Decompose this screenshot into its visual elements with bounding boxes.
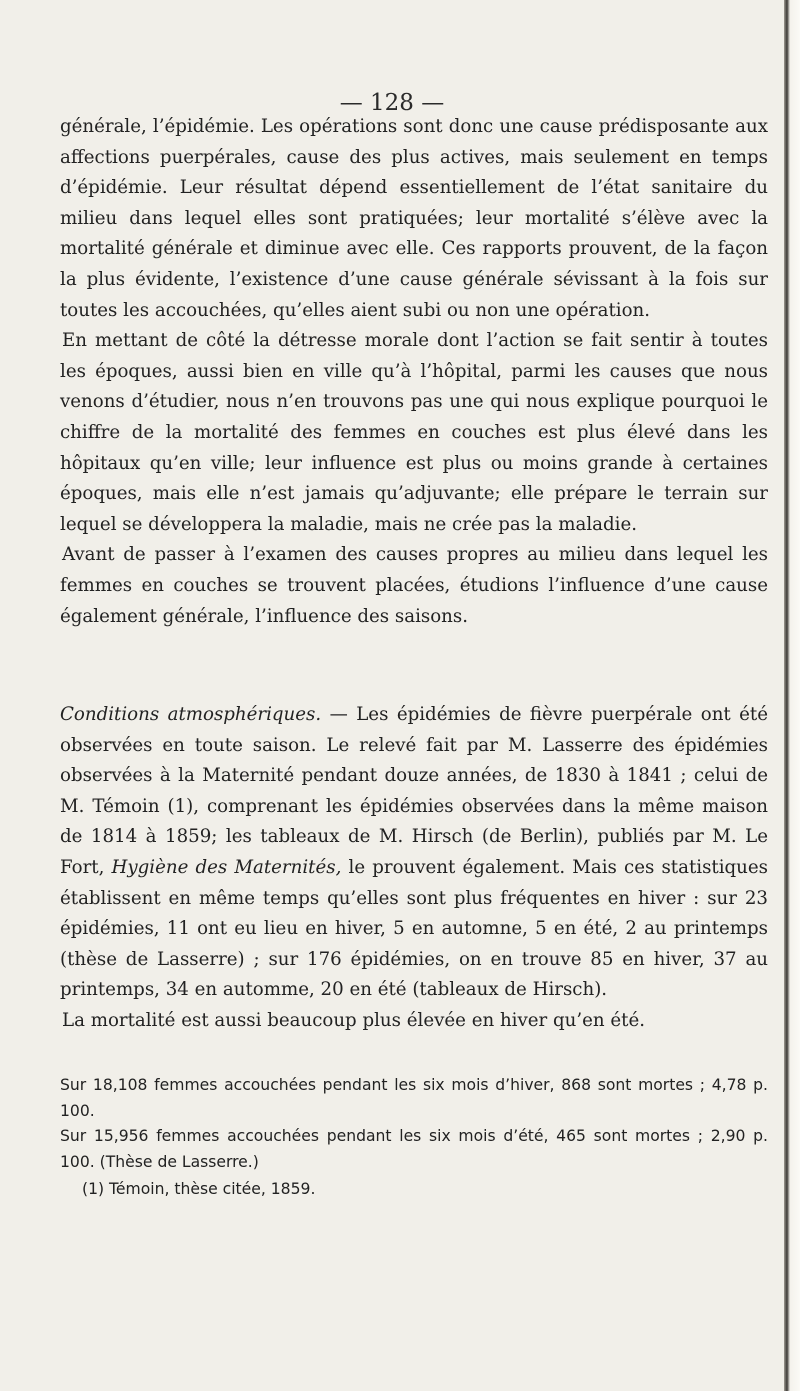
paragraph-2: En mettant de côté la détresse morale dont l’action se fait sentir à toutes les époques, aussi bien en ville qu’à l’hôpital, parmi les causes que nous venons d’étudier, nous n’en trouvons pas une qui nous explique pourquoi le chiffre de la mortalité des femmes en couches est plus élevé dans les hôpitaux qu’en ville; leur influence est plus ou moins grande à certaines époques, mais elle n’est jamais qu’adjuvante; elle prépare le terrain sur lequel se développera la maladie, mais ne crée pas la maladie. bbox=[60, 330, 768, 535]
paragraph-4-text: — Les épidémies de fièvre puerpérale ont été observées en toute saison. Le relevé fait par M. Lasserre des épidémies observées à la Maternité pendant douze années, de 1830 à 1841 ; celui de M. Témoin (1), comprenant les épidémies observées dans la même maison de 1814 à 1859; les tableaux de M. Hirsch (de Berlin), publiés par M. Le Fort, bbox=[60, 704, 768, 878]
paragraph-1: générale, l’épidémie. Les opérations sont donc une cause prédisposante aux affections puerpérales, cause des plus actives, mais seulement en temps d’épidémie. Leur résultat dépend essentiellement de l’état sanitaire du milieu dans lequel elles sont pratiquées; leur mortalité s’élève avec la mortalité générale et diminue avec elle. Ces rapports prouvent, de la façon la plus évidente, l’existence d’une cause générale sévissant à la fois sur toutes les accouchées, qu’elles aient subi ou non une opération. bbox=[60, 116, 768, 321]
paragraph-4-end: le prouvent également. Mais ces statistiques établissent en même temps qu’elles sont plus fréquentes en hiver : sur 23 épidémies, 11 ont eu lieu en hiver, 5 en automne, 5 en été, 2 au printemps (thèse de Lasserre) ; sur 176 épidémies, on en trouve 85 en hiver, 37 au printemps, 34 en automme, 20 en été (tableaux de Hirsch). bbox=[60, 856, 768, 1001]
main-text bbox=[60, 112, 768, 632]
page-number: — 128 — bbox=[339, 90, 445, 116]
summer-statistics-note bbox=[60, 1123, 768, 1175]
summer-statistics-text: Sur 15,956 femmes accouchées pendant les six mois d’été, 465 sont mortes ; 2,90 p. 100. (Thèse de Lasserre.) bbox=[60, 1127, 768, 1171]
footnote: (1) Témoin, thèse citée, 1859. bbox=[82, 1180, 316, 1198]
paragraph-3: Avant de passer à l’examen des causes propres au milieu dans lequel les femmes en couches se trouvent placées, étudions l’influence d’une cause également générale, l’influence des saisons. bbox=[60, 544, 768, 627]
section-title: Conditions atmosphériques. bbox=[60, 704, 322, 725]
winter-statistics-note bbox=[60, 1072, 768, 1124]
section-atmospheric-conditions bbox=[60, 700, 768, 1037]
paragraph-5: La mortalité est aussi beaucoup plus élevée en hiver qu’en été. bbox=[62, 1009, 646, 1031]
paragraph-4 bbox=[60, 700, 768, 1006]
cited-work-title: Hygiène des Maternités, bbox=[111, 856, 342, 878]
page-edge bbox=[784, 0, 800, 1391]
winter-statistics-text: Sur 18,108 femmes accouchées pendant les six mois d’hiver, 868 sont mortes ; 4,78 p. 100. bbox=[60, 1076, 768, 1120]
